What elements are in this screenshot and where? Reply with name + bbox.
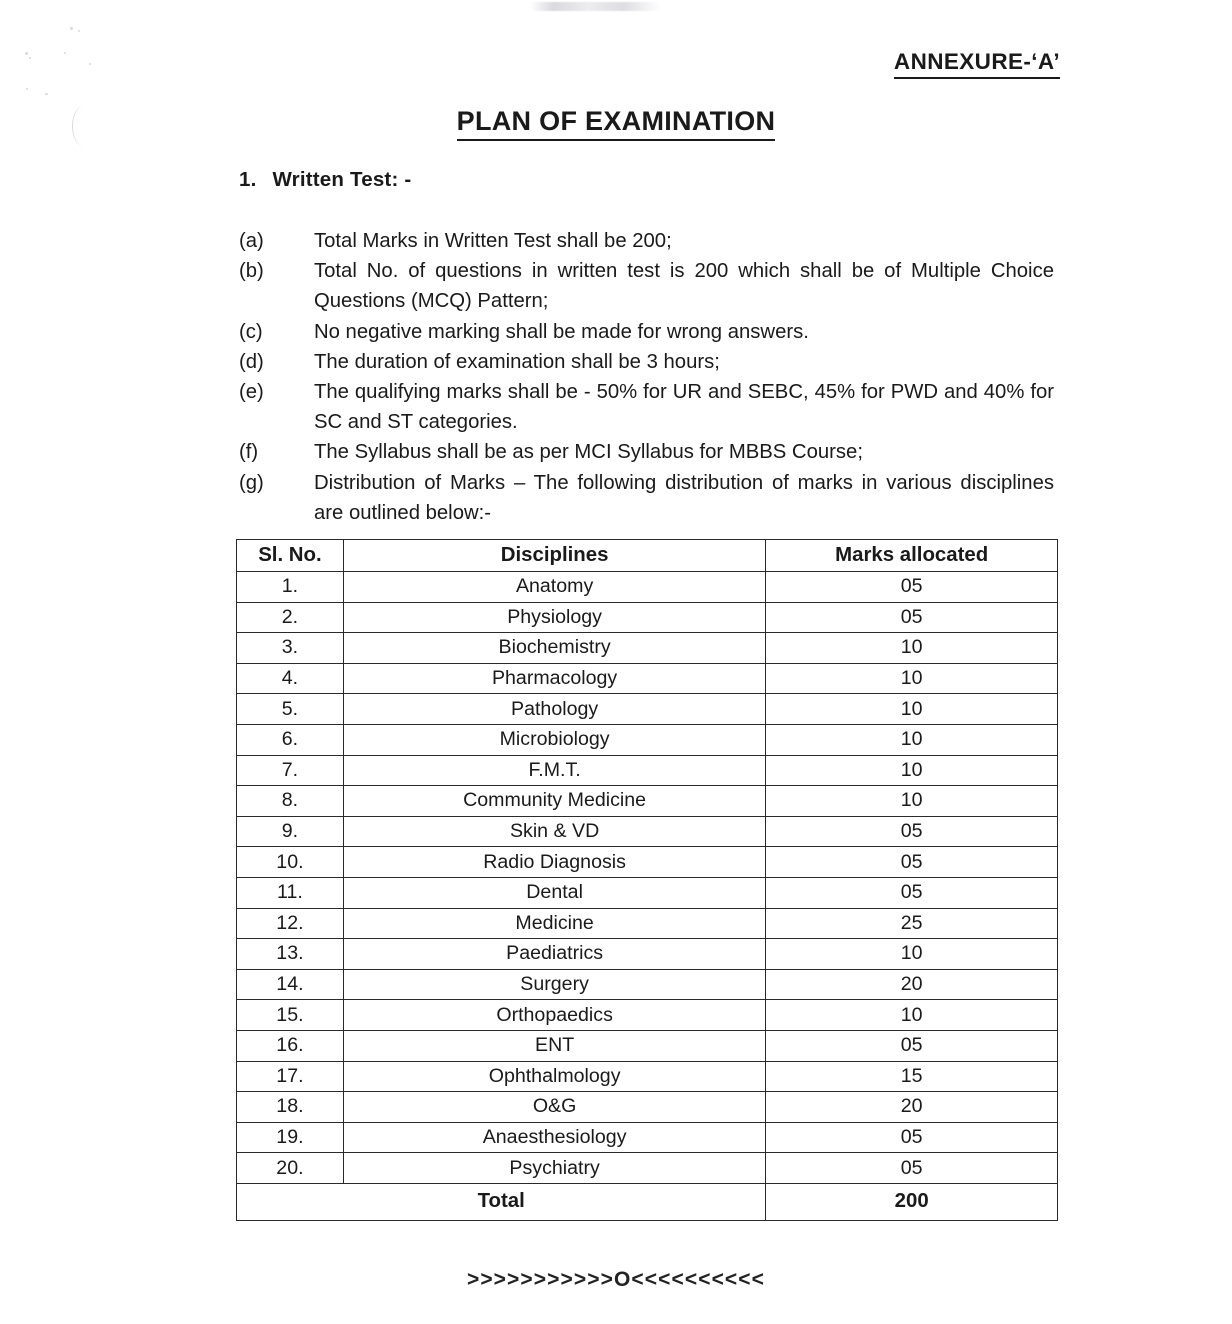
clause-label: (e) [239,381,264,404]
table-row [237,1092,1058,1123]
cell-discipline: Anatomy [343,572,765,603]
cell-marks: 10 [766,663,1058,694]
cell-sl-no: 9. [237,816,344,847]
table-body [237,572,1058,1184]
cell-discipline: Community Medicine [343,786,765,817]
cell-marks: 10 [766,786,1058,817]
cell-discipline: Pathology [343,694,765,725]
table-row [237,1000,1058,1031]
cell-marks: 05 [766,602,1058,633]
cell-discipline: F.M.T. [343,755,765,786]
clause-label: (a) [239,230,264,252]
cell-sl-no: 8. [237,786,344,817]
cell-sl-no: 4. [237,663,344,694]
cell-sl-no: 13. [237,939,344,970]
cell-discipline: Microbiology [343,724,765,755]
cell-marks: 20 [766,969,1058,1000]
cell-sl-no: 2. [237,602,344,633]
section-title: Written Test: - [272,168,412,191]
section-number: 1. [239,168,257,191]
cell-discipline: Dental [343,877,765,908]
clause-item [239,468,1054,528]
cell-marks: 15 [766,1061,1058,1092]
table-row [237,908,1058,939]
cell-discipline: Skin & VD [343,816,765,847]
clause-item [239,377,1054,437]
column-header-sl-no: Sl. No. [237,540,344,572]
table-row [237,1153,1058,1184]
cell-sl-no: 16. [237,1030,344,1061]
cell-discipline: Anaesthesiology [343,1122,765,1153]
cell-sl-no: 3. [237,633,344,664]
section-heading [239,168,411,192]
cell-discipline: Physiology [343,602,765,633]
cell-discipline: Surgery [343,969,765,1000]
page-title-text: PLAN OF EXAMINATION [457,106,776,141]
cell-marks: 05 [766,572,1058,603]
cell-discipline: ENT [343,1030,765,1061]
cell-marks: 05 [766,1122,1058,1153]
table-header [237,540,1058,572]
footer-decoration: >>>>>>>>>>>O<<<<<<<<<< [466,1268,766,1291]
total-marks: 200 [766,1183,1058,1220]
cell-discipline: Ophthalmology [343,1061,765,1092]
cell-marks: 05 [766,816,1058,847]
clause-text: Total No. of questions in written test is 200 which shall be of Multiple Choice Questions (MCQ) Pattern; [314,260,1054,313]
cell-discipline: Psychiatry [343,1153,765,1184]
table-row [237,786,1058,817]
cell-discipline: Biochemistry [343,633,765,664]
annexure-label: ANNEXURE-‘A’ [894,50,1060,79]
clause-list [239,226,1054,528]
clause-text: Distribution of Marks – The following distribution of marks in various disciplines are outlined below:- [314,471,1054,524]
table-row [237,755,1058,786]
clause-label: (f) [239,441,259,464]
table-header-row [237,540,1058,572]
clause-item [239,226,1054,256]
cell-marks: 10 [766,755,1058,786]
table-row [237,877,1058,908]
cell-marks: 05 [766,847,1058,878]
cell-sl-no: 14. [237,969,344,1000]
cell-sl-no: 7. [237,755,344,786]
table-row [237,694,1058,725]
table-row [237,602,1058,633]
table-row [237,572,1058,603]
marks-distribution-table [236,539,1058,1221]
table-row [237,969,1058,1000]
cell-discipline: Pharmacology [343,663,765,694]
cell-sl-no: 15. [237,1000,344,1031]
cell-marks: 10 [766,939,1058,970]
cell-sl-no: 5. [237,694,344,725]
cell-discipline: Paediatrics [343,939,765,970]
cell-sl-no: 6. [237,724,344,755]
table-row [237,1030,1058,1061]
clause-text: The duration of examination shall be 3 hours; [314,350,720,373]
table-row [237,1122,1058,1153]
clause-item [239,437,1054,467]
cell-marks: 20 [766,1092,1058,1123]
cell-sl-no: 19. [237,1122,344,1153]
cell-marks: 05 [766,877,1058,908]
cell-marks: 25 [766,908,1058,939]
cell-discipline: Radio Diagnosis [343,847,765,878]
clause-item [239,256,1054,316]
clause-text: The qualifying marks shall be - 50% for UR and SEBC, 45% for PWD and 40% for SC and ST categories. [314,381,1054,434]
clause-text: The Syllabus shall be as per MCI Syllabus for MBBS Course; [314,441,863,464]
cell-marks: 05 [766,1030,1058,1061]
clause-label: (g) [239,471,264,494]
table-row [237,724,1058,755]
clause-label: (c) [239,320,263,343]
cell-marks: 10 [766,1000,1058,1031]
table-row [237,663,1058,694]
table-row [237,816,1058,847]
cell-marks: 10 [766,694,1058,725]
table-footer [237,1183,1058,1220]
cell-sl-no: 12. [237,908,344,939]
table-row [237,633,1058,664]
cell-marks: 05 [766,1153,1058,1184]
clause-text: Total Marks in Written Test shall be 200; [314,230,672,252]
table-row [237,939,1058,970]
cell-sl-no: 17. [237,1061,344,1092]
clause-label: (d) [239,350,264,373]
cell-sl-no: 10. [237,847,344,878]
table-row [237,1061,1058,1092]
table-row [237,847,1058,878]
cell-discipline: Medicine [343,908,765,939]
cell-sl-no: 18. [237,1092,344,1123]
column-header-disciplines: Disciplines [343,540,765,572]
total-label: Total [237,1183,766,1220]
cell-sl-no: 11. [237,877,344,908]
page-title [0,106,1232,137]
table-total-row [237,1183,1058,1220]
cell-sl-no: 1. [237,572,344,603]
cell-marks: 10 [766,724,1058,755]
clause-item [239,317,1054,347]
clause-item [239,347,1054,377]
cell-sl-no: 20. [237,1153,344,1184]
cell-discipline: Orthopaedics [343,1000,765,1031]
clause-label: (b) [239,260,264,283]
clause-text: No negative marking shall be made for wrong answers. [314,320,809,343]
cell-discipline: O&G [343,1092,765,1123]
column-header-marks: Marks allocated [766,540,1058,572]
cell-marks: 10 [766,633,1058,664]
